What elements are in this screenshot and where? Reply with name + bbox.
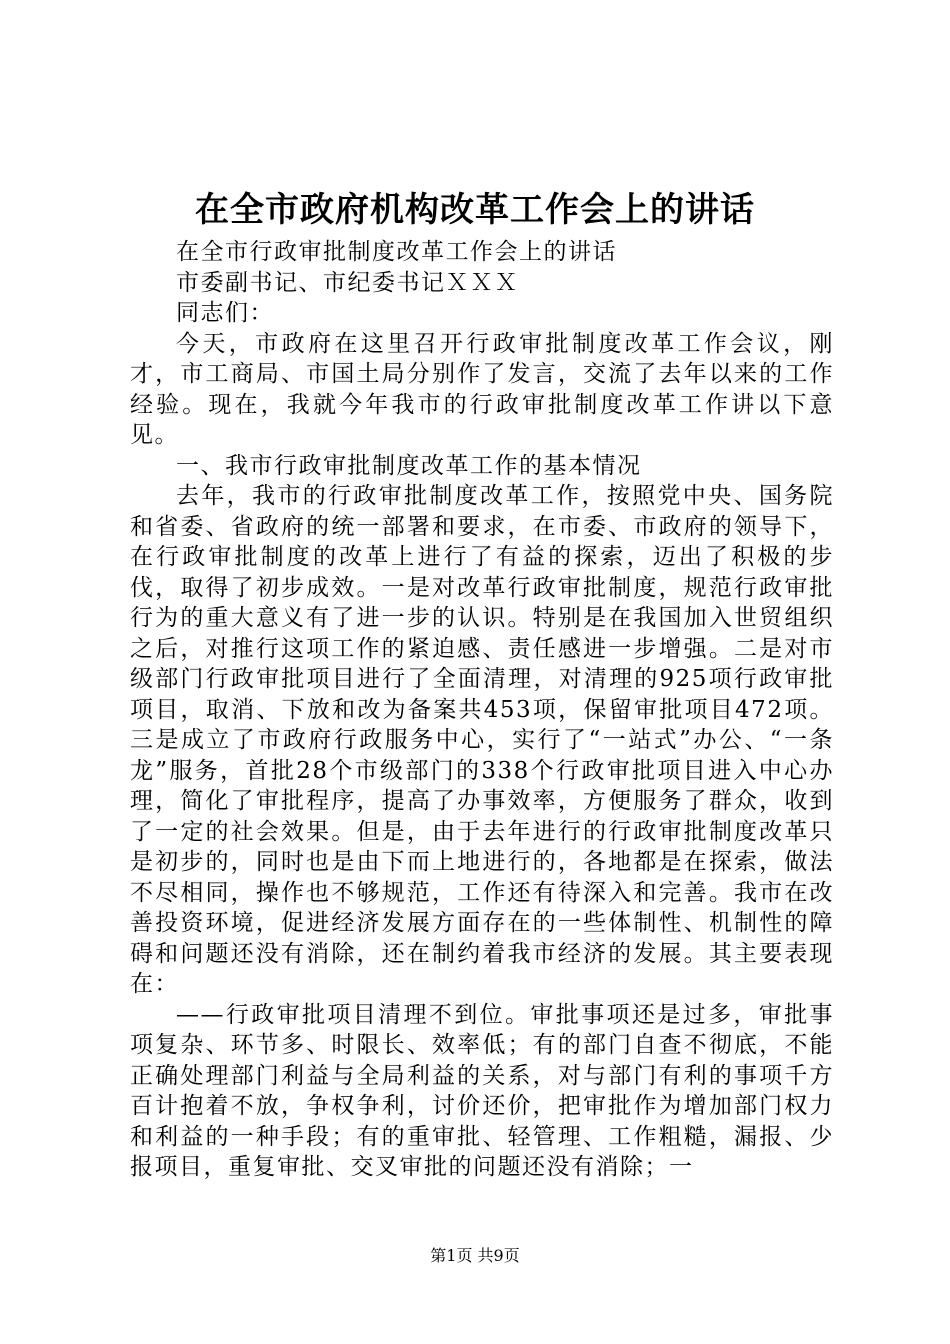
body-paragraph: ——行政审批项目清理不到位。审批事项还是过多，审批事项复杂、环节多、时限长、效率低；有的部门自查不彻底，不能正确处理部门利益与全局利益的关系，对与部门有利的事项千方百计抱着不放，争权争利，讨价还价，把审批作为增加部门权力和利益的一种手段；有的重审批、轻管理、工作粗糙，漏报、少报项目，重复审批、交叉审批的问题还没有消除；一 <box>130 1001 834 1180</box>
section-heading: 一、我市行政审批制度改革工作的基本情况 <box>176 452 642 479</box>
body-paragraph: 去年，我市的行政审批制度改革工作，按照党中央、国务院和省委、省政府的统一部署和要求，在市委、市政府的领导下，在行政审批制度的改革上进行了有益的探索，迈出了积极的步伐，取得了初步成效。一是对改革行政审批制度，规范行政审批行为的重大意义有了进一步的认识。特别是在我国加入世贸组织之后，对推行这项工作的紧迫感、责任感进一步增强。二是对市级部门行政审批项目进行了全面清理，对清理的925项行政审批项目，取消、下放和改为备案共453项，保留审批项目472项。三是成立了市政府行政服务中心，实行了“一站式”办公、“一条龙”服务，首批28个市级部门的338个行政审批项目进入中心办理，简化了审批程序，提高了办事效率，方便服务了群众，收到了一定的社会效果。但是，由于去年进行的行政审批制度改革只是初步的，同时也是由下而上地进行的，各地都是在探索，做法不尽相同，操作也不够规范，工作还有待深入和完善。我市在改善投资环境，促进经济发展方面存在的一些体制性、机制性的障碍和问题还没有消除，还在制约着我市经济的发展。其主要表现在： <box>130 483 834 997</box>
salutation: 同志们： <box>176 300 274 326</box>
author-line: 市委副书记、市纪委书记ＸＸＸ <box>176 269 519 296</box>
intro-paragraph: 今天，市政府在这里召开行政审批制度改革工作会议，刚才，市工商局、市国土局分别作了发言，交流了去年以来的工作经验。现在，我就今年我市的行政审批制度改革工作讲以下意见。 <box>130 330 834 448</box>
document-title: 在全市政府机构改革工作会上的讲话 <box>195 190 755 230</box>
document-body <box>130 237 834 1183</box>
page-number-footer: 第1页 共9页 <box>430 1246 520 1265</box>
subtitle-line: 在全市行政审批制度改革工作会上的讲话 <box>176 239 617 265</box>
